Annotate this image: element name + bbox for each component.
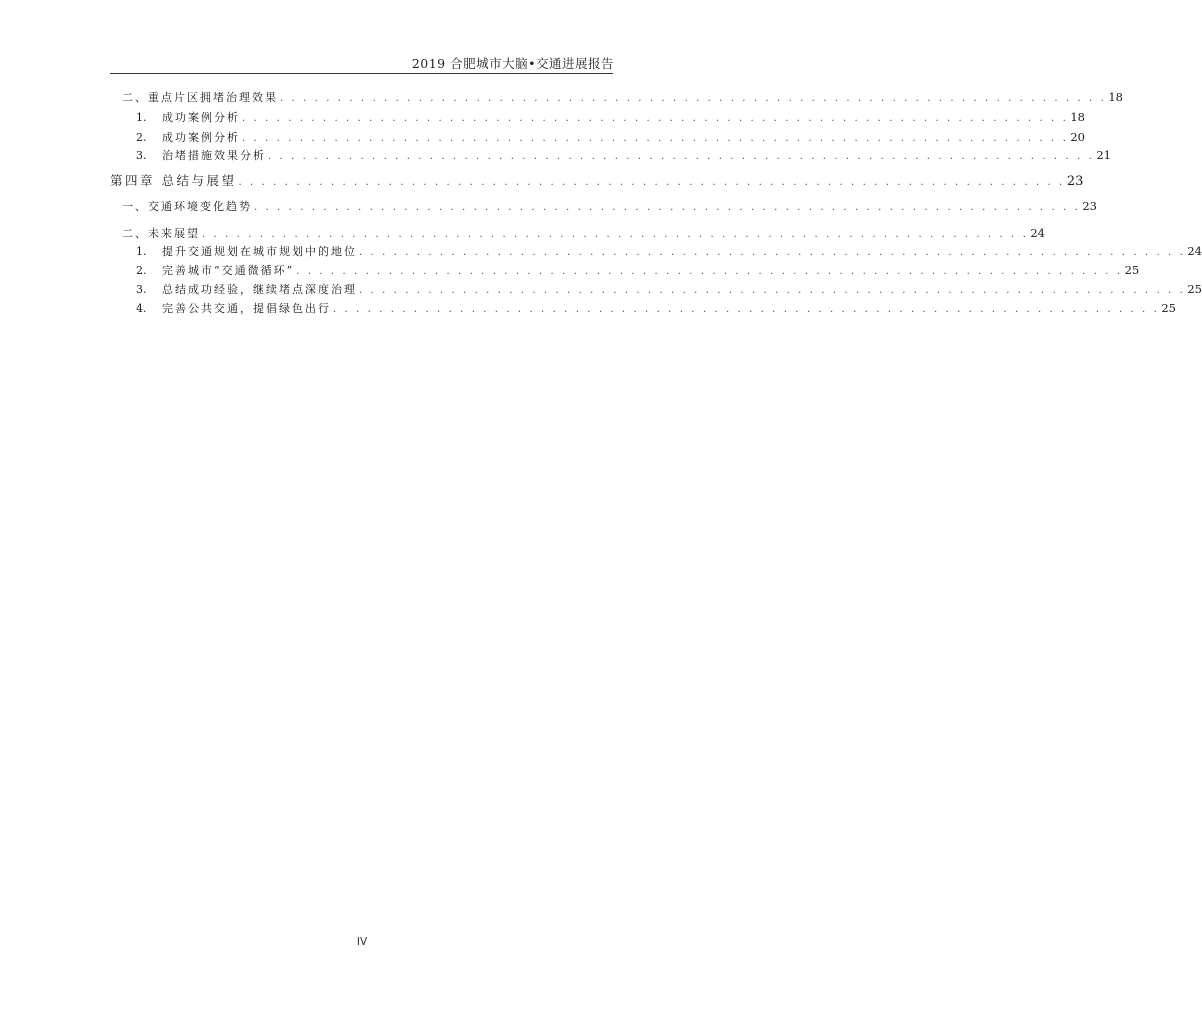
toc-entry-item[interactable]: [110, 243, 1202, 259]
toc-entry-title: 完善公共交通，提倡绿色出行: [162, 302, 331, 315]
toc-entry-title: 总结成功经验，继续堵点深度治理: [162, 283, 357, 296]
dot-leader: . . . . . . . . . . . . . . . . . . . . . . . . . . . . . . . . . . . . . . . . . . . . . . . . . . . . . . . . . . . . . . . . . . . . . . . .: [242, 133, 1069, 144]
toc-entry-number: 3.: [136, 149, 147, 162]
toc-entry-title: 二、未来展望: [122, 227, 200, 240]
toc-entry-page: 24: [1187, 244, 1202, 258]
toc-entry-item[interactable]: [110, 262, 1140, 278]
dot-leader: . . . . . . . . . . . . . . . . . . . . . . . . . . . . . . . . . . . . . . . . . . . . . . . . . . . . . . . . . . . . . . . . . . . . . . . .: [359, 285, 1186, 296]
dot-leader: . . . . . . . . . . . . . . . . . . . . . . . . . . . . . . . . . . . . . . . . . . . . . . . . . . . . . . . . . . . . . . . . . . . . . . . .: [280, 93, 1107, 104]
toc-entry-number: 1.: [136, 111, 147, 124]
toc-entry-title: 完善城市“交通微循环”: [162, 264, 295, 277]
toc-entry-section[interactable]: [110, 89, 1123, 105]
toc-entry-page: 25: [1187, 282, 1202, 296]
toc-entry-item[interactable]: [110, 129, 1085, 145]
page-number: IV: [356, 936, 368, 948]
toc-entry-page: 21: [1096, 148, 1111, 162]
toc-entry-page: 25: [1161, 301, 1176, 315]
running-header: 2019 合肥城市大脑•交通进展报告: [411, 56, 614, 71]
toc-entry-page: 25: [1124, 263, 1140, 277]
dot-leader: . . . . . . . . . . . . . . . . . . . . . . . . . . . . . . . . . . . . . . . . . . . . . . . . . . . . . . . . . . . . . . . . . . . . . . . .: [333, 304, 1160, 315]
toc-entry-title: 第四章 总结与展望: [110, 173, 237, 188]
toc-entry-page: 18: [1070, 110, 1085, 124]
toc-entry-section[interactable]: [110, 225, 1045, 241]
toc-entry-page: 20: [1070, 130, 1085, 144]
dot-leader: . . . . . . . . . . . . . . . . . . . . . . . . . . . . . . . . . . . . . . . . . . . . . . . . . . . . . . . . . . . . . . . . . . . . . . . .: [359, 247, 1186, 258]
toc-entry-item[interactable]: [110, 300, 1176, 316]
toc-entry-number: 3.: [136, 283, 147, 296]
toc-entry-number: 4.: [136, 302, 147, 315]
dot-leader: . . . . . . . . . . . . . . . . . . . . . . . . . . . . . . . . . . . . . . . . . . . . . . . . . . . . . . . . . . . . . . . . . . . . . . . .: [202, 229, 1029, 240]
toc-entry-title: 成功案例分析: [162, 131, 240, 144]
toc-entry-title: 治堵措施效果分析: [162, 149, 266, 162]
toc-entry-page: 23: [1066, 174, 1084, 189]
toc-entry-chapter[interactable]: [110, 172, 1084, 190]
dot-leader: . . . . . . . . . . . . . . . . . . . . . . . . . . . . . . . . . . . . . . . . . . . . . . . . . . . . . . . . . . . . . . . . . . . . . . . .: [242, 113, 1069, 124]
toc-entry-page: 18: [1108, 90, 1123, 104]
toc-entry-title: 提升交通规划在城市规划中的地位: [162, 245, 357, 258]
toc-entry-page: 23: [1082, 199, 1097, 213]
toc-entry-item[interactable]: [110, 281, 1202, 297]
header-divider: [110, 73, 613, 74]
toc-entry-title: 二、重点片区拥堵治理效果: [122, 91, 278, 104]
dot-leader: . . . . . . . . . . . . . . . . . . . . . . . . . . . . . . . . . . . . . . . . . . . . . . . . . . . . . . . . . . . . . . . . . . . . . . . .: [268, 151, 1095, 162]
toc-entry-item[interactable]: [110, 109, 1085, 125]
dot-leader: . . . . . . . . . . . . . . . . . . . . . . . . . . . . . . . . . . . . . . . . . . . . . . . . . . . . . . . . . . . . . . . . . . . . . . . .: [254, 202, 1081, 213]
toc-entry-item[interactable]: [110, 147, 1111, 163]
toc-entry-title: 成功案例分析: [162, 111, 240, 124]
dot-leader: . . . . . . . . . . . . . . . . . . . . . . . . . . . . . . . . . . . . . . . . . . . . . . . . . . . . . . . . . . . . . . . . . . . . . . . .: [238, 177, 1065, 188]
toc-entry-page: 24: [1030, 226, 1045, 240]
toc-entry-number: 1.: [136, 245, 147, 258]
toc-entry-title: 一、交通环境变化趋势: [122, 200, 252, 213]
toc-entry-section[interactable]: [110, 198, 1097, 214]
dot-leader: . . . . . . . . . . . . . . . . . . . . . . . . . . . . . . . . . . . . . . . . . . . . . . . . . . . . . . . . . . . . . . . . . . . . . . . .: [296, 266, 1123, 277]
toc-entry-number: 2.: [136, 264, 147, 277]
toc-entry-number: 2.: [136, 131, 147, 144]
